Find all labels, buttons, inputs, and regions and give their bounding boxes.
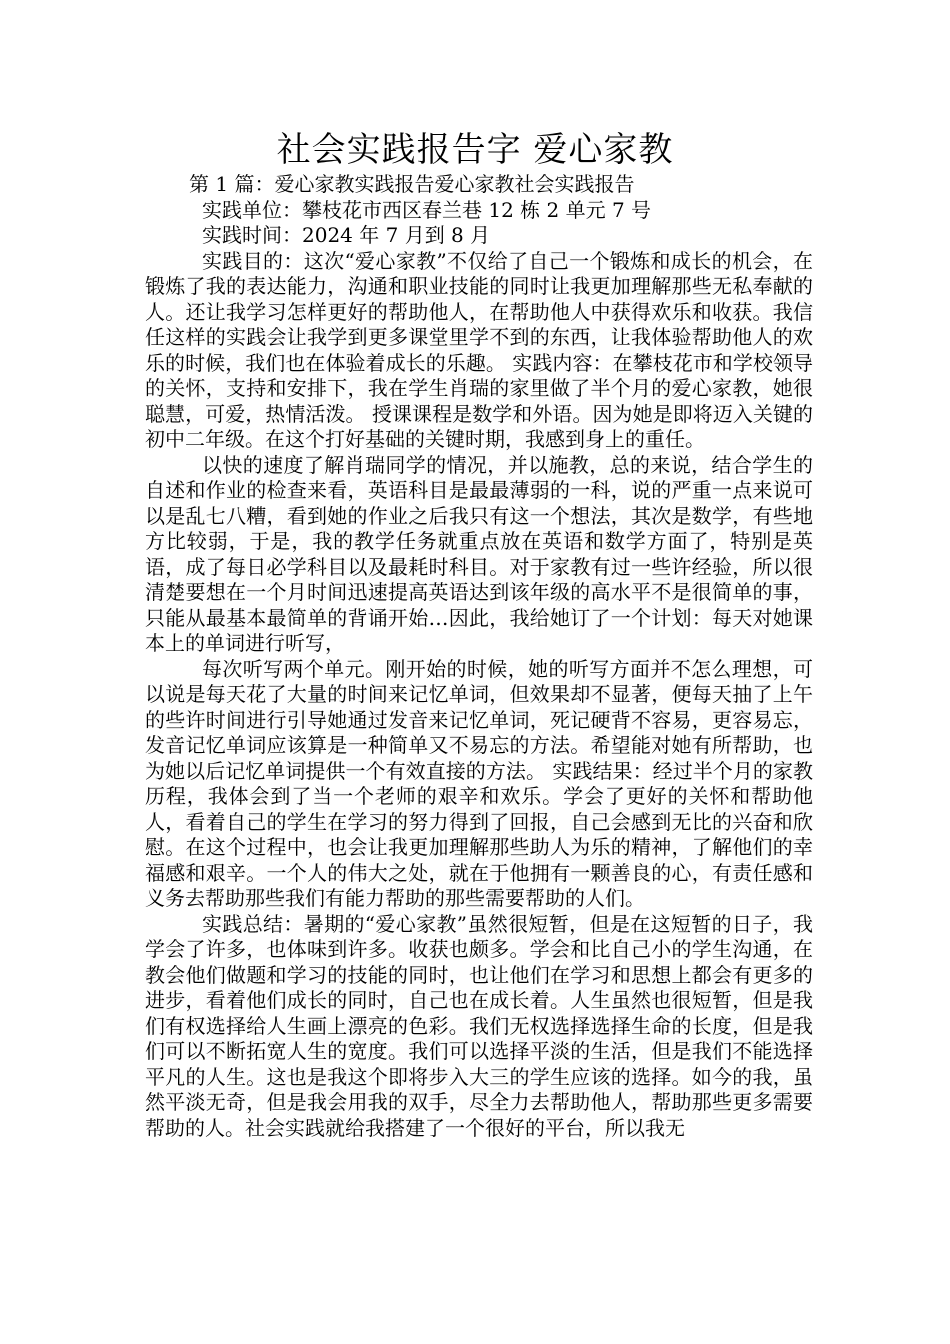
practice-time-line: 实践时间：2024 年 7 月到 8 月	[202, 223, 491, 247]
paragraph-dictation-results: 每次听写两个单元。刚开始的时候，她的听写方面并不怎么理想，可以说是每天花了大量的时间来记忆单词，但效果却不显著，便每天抽了上午的些许时间进行引导她通过发音来记忆单词，死记硬背不容易，更容易忘，发音记忆单词应该算是一种简单又不易忘的方法。希望能对她有所帮助，也为她以后记忆单词提供一个有效直接的方法。 实践结果：经过半个月的家教历程，我体会到了当一个老师的艰辛和欢乐。学会了更好的关怀和帮助他人，看着自己的学生在学习的努力得到了回报，自己会感到无比的兴奋和欣慰。在这个过程中，也会让我更加理解那些助人为乐的精神，了解他们的幸福感和艰辛。一个人的伟大之处，就在于他拥有一颗善良的心，有责任感和义务去帮助那些我们有能力帮助的那些需要帮助的人们。	[145, 656, 813, 910]
chapter-heading: 第 1 篇：爱心家教实践报告爱心家教社会实践报告	[189, 172, 635, 196]
document-title: 社会实践报告字 爱心家教	[276, 130, 674, 170]
paragraph-assessment: 以快的速度了解肖瑞同学的情况，并以施教，总的来说，结合学生的自述和作业的检查来看，英语科目是最最薄弱的一科，说的严重一点来说可以是乱七八糟，看到她的作业之后我只有这一个想法，其次是数学，有些地方比较弱，于是，我的教学任务就重点放在英语和数学方面了，特别是英语，成了每日必学科目以及最耗时科目。对于家教有过一些许经验，所以很清楚要想在一个月时间迅速提高英语达到该年级的高水平不是很简单的事，只能从最基本最简单的背诵开始…因此，我给她订了一个计划：每天对她课本上的单词进行听写，	[145, 452, 813, 655]
practice-unit-line: 实践单位：攀枝花市西区春兰巷 12 栋 2 单元 7 号	[202, 197, 652, 222]
document-body	[145, 172, 813, 1141]
paragraph-summary: 实践总结：暑期的“爱心家教”虽然很短暂，但是在这短暂的日子，我学会了许多，也体味到许多。收获也颇多。学会和比自己小的学生沟通，在教会他们做题和学习的技能的同时，也让他们在学习和思想上都会有更多的进步，看着他们成长的同时，自己也在成长着。人生虽然也很短暂，但是我们有权选择给人生画上漂亮的色彩。我们无权选择选择生命的长度，但是我们可以不断拓宽人生的宽度。我们可以选择平淡的生活，但是我们不能选择平凡的人生。这也是我这个即将步入大三的学生应该的选择。如今的我，虽然平淡无奇，但是我会用我的双手，尽全力去帮助他人，帮助那些更多需要帮助的人。社会实践就给我搭建了一个很好的平台，所以我无	[145, 911, 813, 1140]
paragraph-purpose-content: 实践目的：这次“爱心家教”不仅给了自己一个锻炼和成长的机会，在锻炼了我的表达能力，沟通和职业技能的同时让我更加理解那些无私奉献的人。还让我学习怎样更好的帮助他人，在帮助他人中获得欢乐和收获。我信任这样的实践会让我学到更多课堂里学不到的东西，让我体验帮助他人的欢乐的时候，我们也在体验着成长的乐趣。 实践内容：在攀枝花市和学校领导的关怀，支持和安排下，我在学生肖瑞的家里做了半个月的爱心家教，她很聪慧，可爱，热情活泼。 授课课程是数学和外语。因为她是即将迈入关键的初中二年级。在这个打好基础的关键时期，我感到身上的重任。	[145, 248, 813, 451]
